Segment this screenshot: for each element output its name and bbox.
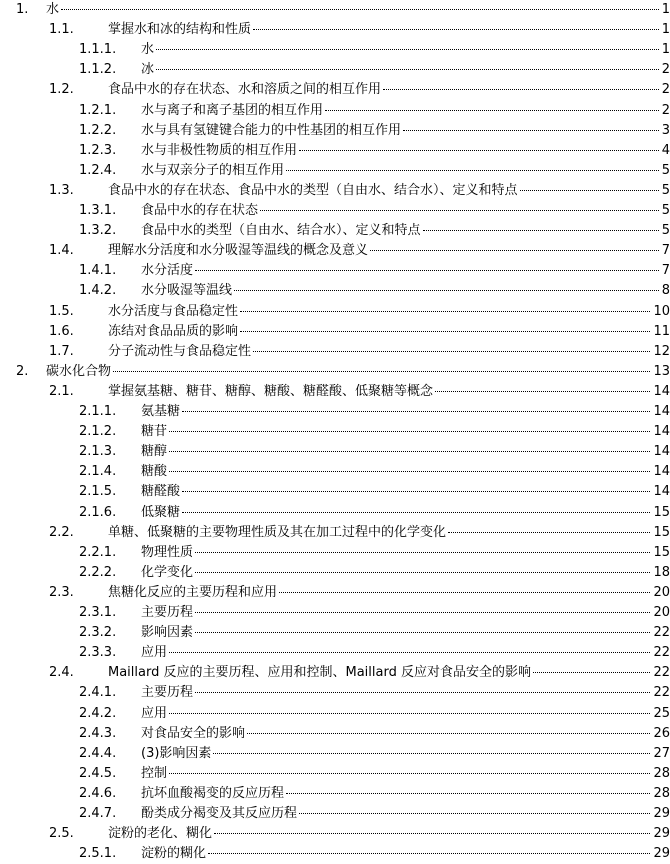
toc-entry[interactable] bbox=[0, 161, 670, 181]
toc-entry-page-number[interactable]: 14 bbox=[653, 484, 670, 500]
toc-entry-title[interactable]: 食品中水的类型（自由水、结合水）、定义和特点 bbox=[141, 223, 421, 239]
toc-entry[interactable] bbox=[0, 121, 670, 141]
toc-entry-page-number[interactable]: 5 bbox=[661, 223, 670, 239]
toc-entry[interactable] bbox=[0, 744, 670, 764]
toc-entry-title[interactable]: 水 bbox=[46, 2, 60, 17]
toc-entry-title[interactable]: 水与非极性物质的相互作用 bbox=[141, 142, 298, 158]
dot-leader bbox=[195, 269, 659, 271]
toc-entry-title-wrap bbox=[141, 141, 670, 161]
toc-entry-title[interactable]: 碳水化合物 bbox=[46, 363, 112, 379]
toc-entry[interactable] bbox=[0, 201, 670, 221]
dot-leader bbox=[403, 129, 659, 131]
toc-entry-page-number[interactable]: 5 bbox=[661, 162, 670, 178]
dot-leader bbox=[279, 591, 650, 593]
toc-entry-title[interactable]: 食品中水的存在状态、水和溶质之间的相互作用 bbox=[108, 82, 382, 98]
toc-entry-number: 2.4.5. bbox=[79, 765, 117, 781]
toc-entry-number: 2.1.5. bbox=[79, 484, 117, 500]
toc-entry-page-number[interactable]: 27 bbox=[653, 745, 670, 761]
toc-entry[interactable] bbox=[0, 764, 670, 784]
toc-entry[interactable] bbox=[0, 342, 670, 362]
toc-entry[interactable] bbox=[0, 462, 670, 482]
toc-entry-number: 1.2.3. bbox=[79, 142, 117, 158]
toc-entry-page-number[interactable]: 3 bbox=[661, 122, 670, 138]
dot-leader bbox=[383, 88, 659, 90]
toc-entry[interactable] bbox=[0, 563, 670, 583]
toc-entry-title[interactable]: 糖酸 bbox=[141, 464, 168, 480]
toc-entry-title[interactable]: 糖醛酸 bbox=[141, 484, 181, 500]
toc-entry-number: 1.3.1. bbox=[79, 203, 117, 218]
toc-entry-title[interactable]: 应用 bbox=[141, 705, 168, 721]
toc-entry-title-wrap bbox=[141, 462, 670, 482]
dot-leader bbox=[61, 8, 659, 10]
toc-entry-title[interactable]: 淀粉的糊化 bbox=[141, 846, 207, 862]
toc-entry-title-wrap bbox=[141, 60, 670, 80]
toc-entry-number: 2.2.2. bbox=[79, 564, 117, 580]
toc-entry[interactable] bbox=[0, 0, 670, 20]
dot-leader bbox=[448, 531, 650, 533]
toc-entry-page-number[interactable]: 22 bbox=[653, 685, 670, 701]
toc-entry-page-number[interactable]: 14 bbox=[653, 464, 670, 480]
toc-entry[interactable] bbox=[0, 643, 670, 663]
toc-entry-page-number[interactable]: 26 bbox=[653, 725, 670, 741]
dot-leader bbox=[286, 792, 650, 794]
toc-entry-title-wrap bbox=[141, 121, 670, 141]
dot-leader bbox=[169, 470, 650, 472]
toc-entry-number: 1.5. bbox=[49, 303, 74, 319]
toc-entry-number: 2.1.2. bbox=[79, 424, 117, 440]
dot-leader bbox=[195, 631, 650, 633]
toc-entry-title[interactable]: 水分活度 bbox=[141, 263, 194, 279]
toc-entry-title-wrap bbox=[46, 362, 670, 382]
toc-entry-number: 1.4.1. bbox=[79, 263, 117, 279]
toc-entry-number: 2.1.3. bbox=[79, 444, 117, 460]
toc-entry-page-number[interactable]: 7 bbox=[661, 263, 670, 279]
toc-entry-number: 1.7. bbox=[49, 343, 74, 359]
toc-entry-page-number[interactable]: 20 bbox=[653, 605, 670, 620]
toc-entry-number: 1.2.2. bbox=[79, 122, 117, 138]
toc-entry[interactable] bbox=[0, 663, 670, 683]
toc-entry[interactable] bbox=[0, 322, 670, 342]
toc-entry-title[interactable]: 低聚糖 bbox=[141, 504, 181, 520]
toc-entry-page-number[interactable]: 25 bbox=[653, 705, 670, 721]
toc-entry-page-number[interactable]: 29 bbox=[653, 826, 670, 842]
toc-entry-number: 2.1.1. bbox=[79, 404, 117, 419]
toc-entry-page-number[interactable]: 22 bbox=[653, 625, 670, 641]
toc-entry-page-number[interactable]: 15 bbox=[653, 504, 670, 520]
toc-entry[interactable] bbox=[0, 422, 670, 442]
toc-entry-title-wrap bbox=[108, 80, 670, 100]
toc-entry[interactable] bbox=[0, 583, 670, 603]
toc-entry[interactable] bbox=[0, 482, 670, 502]
toc-entry[interactable] bbox=[0, 221, 670, 241]
toc-entry-title-wrap bbox=[141, 683, 670, 703]
toc-entry[interactable] bbox=[0, 141, 670, 161]
toc-entry[interactable] bbox=[0, 503, 670, 523]
dot-leader bbox=[533, 671, 650, 673]
dot-leader bbox=[195, 571, 650, 573]
toc-entry-title[interactable]: 理解水分活度和水分吸湿等温线的概念及意义 bbox=[108, 243, 369, 259]
toc-entry-title[interactable]: 水与离子和离子基团的相互作用 bbox=[141, 102, 324, 118]
toc-entry-title-wrap bbox=[141, 804, 670, 824]
toc-entry[interactable] bbox=[0, 20, 670, 40]
toc-entry-page-number[interactable]: 13 bbox=[653, 363, 670, 379]
toc-entry-number: 2.3.2. bbox=[79, 625, 117, 641]
toc-entry-number: 1.2.1. bbox=[79, 102, 117, 118]
toc-entry-title-wrap bbox=[141, 543, 670, 563]
toc-entry-number: 2.4.3. bbox=[79, 725, 117, 741]
toc-entry-title-wrap bbox=[141, 503, 670, 523]
dot-leader bbox=[234, 289, 659, 291]
toc-entry-page-number[interactable]: 5 bbox=[661, 182, 670, 198]
toc-entry-number: 2.2.1. bbox=[79, 544, 117, 560]
dot-leader bbox=[182, 490, 650, 492]
dot-leader bbox=[156, 68, 659, 70]
toc-entry-title[interactable]: 水与具有氢键键合能力的中性基团的相互作用 bbox=[141, 122, 402, 138]
toc-entry-title[interactable]: 焦糖化反应的主要历程和应用 bbox=[108, 584, 278, 600]
toc-entry[interactable] bbox=[0, 362, 670, 382]
toc-entry-title-wrap bbox=[46, 0, 670, 20]
toc-entry-page-number[interactable]: 15 bbox=[653, 544, 670, 560]
dot-leader bbox=[299, 149, 659, 151]
toc-entry-number: 2.2. bbox=[49, 524, 74, 540]
toc-entry-title-wrap bbox=[141, 482, 670, 502]
dot-leader bbox=[195, 551, 650, 553]
dot-leader bbox=[169, 651, 650, 653]
toc-entry-title-wrap bbox=[141, 40, 670, 60]
toc-entry-title[interactable]: 掌握氨基糖、糖苷、糖醇、糖酸、糖醛酸、低聚糖等概念 bbox=[108, 383, 434, 399]
toc-entry-number: 2.5. bbox=[49, 826, 74, 842]
toc-entry[interactable] bbox=[0, 261, 670, 281]
toc-entry-number: 1.6. bbox=[49, 323, 74, 339]
toc-entry-title-wrap bbox=[108, 302, 670, 322]
toc-entry-title-wrap bbox=[108, 20, 670, 40]
dot-leader bbox=[156, 48, 659, 50]
dot-leader bbox=[253, 350, 650, 352]
toc-entry-title-wrap bbox=[141, 724, 670, 744]
toc-entry-page-number[interactable]: 12 bbox=[653, 343, 670, 359]
dot-leader bbox=[520, 189, 659, 191]
toc-entry[interactable] bbox=[0, 844, 670, 864]
toc-entry[interactable] bbox=[0, 603, 670, 623]
toc-entry-title-wrap bbox=[141, 221, 670, 241]
toc-entry-page-number[interactable]: 28 bbox=[653, 765, 670, 781]
toc-entry-title[interactable]: 分子流动性与食品稳定性 bbox=[108, 343, 252, 359]
dot-leader bbox=[182, 410, 650, 412]
toc-entry[interactable] bbox=[0, 241, 670, 261]
toc-entry-title[interactable]: 水 bbox=[141, 42, 155, 58]
dot-leader bbox=[169, 772, 650, 774]
toc-entry-title[interactable]: 化学变化 bbox=[141, 564, 194, 580]
toc-entry-title-wrap bbox=[108, 663, 670, 683]
toc-entry-title-wrap bbox=[141, 563, 670, 583]
dot-leader bbox=[182, 511, 650, 513]
toc-entry-page-number[interactable]: 2 bbox=[661, 82, 670, 98]
toc-entry[interactable] bbox=[0, 442, 670, 462]
toc-entry-title-wrap bbox=[141, 281, 670, 301]
toc-entry[interactable] bbox=[0, 101, 670, 121]
toc-entry-title[interactable]: 控制 bbox=[141, 765, 168, 781]
toc-entry-title[interactable]: 影响因素 bbox=[141, 625, 194, 641]
toc-entry-number: 2.4.2. bbox=[79, 705, 117, 721]
toc-entry-page-number[interactable]: 29 bbox=[653, 846, 670, 862]
toc-entry-title[interactable]: 物理性质 bbox=[141, 544, 194, 560]
toc-entry-number: 1.2. bbox=[49, 82, 74, 98]
toc-entry-number: 2.4.4. bbox=[79, 745, 117, 761]
toc-entry-page-number[interactable]: 1 bbox=[661, 22, 670, 38]
dot-leader bbox=[253, 28, 659, 30]
dot-leader bbox=[260, 209, 659, 211]
toc-entry-page-number[interactable]: 22 bbox=[653, 645, 670, 661]
dot-leader bbox=[240, 310, 650, 312]
toc-entry-title-wrap bbox=[108, 241, 670, 261]
toc-entry-number: 1.1.1. bbox=[79, 42, 117, 58]
toc-entry[interactable] bbox=[0, 40, 670, 60]
toc-entry-page-number[interactable]: 8 bbox=[661, 283, 670, 299]
toc-entry[interactable] bbox=[0, 543, 670, 563]
toc-entry[interactable] bbox=[0, 382, 670, 402]
toc-entry-page-number[interactable]: 10 bbox=[653, 303, 670, 319]
toc-entry-page-number[interactable]: 11 bbox=[653, 323, 670, 339]
toc-entry-page-number[interactable]: 14 bbox=[653, 404, 670, 419]
toc-entry-page-number[interactable]: 14 bbox=[653, 444, 670, 460]
toc-entry[interactable] bbox=[0, 302, 670, 322]
toc-entry-title[interactable]: Maillard 反应的主要历程、应用和控制、Maillard 反应对食品安全的影响 bbox=[108, 665, 531, 681]
dot-leader bbox=[423, 229, 659, 231]
toc-entry-title-wrap bbox=[141, 844, 670, 864]
toc-entry-title-wrap bbox=[108, 382, 670, 402]
toc-entry-number: 1.4. bbox=[49, 243, 74, 259]
toc-entry-number: 2.3.3. bbox=[79, 645, 117, 661]
toc-entry-title-wrap bbox=[141, 101, 670, 121]
toc-entry-number: 2.1. bbox=[49, 383, 74, 399]
toc-entry-page-number[interactable]: 2 bbox=[661, 102, 670, 118]
dot-leader bbox=[169, 430, 650, 432]
toc-entry-title-wrap bbox=[141, 764, 670, 784]
dot-leader bbox=[286, 169, 659, 171]
toc-entry-title-wrap bbox=[108, 181, 670, 201]
toc-entry-title[interactable]: 单糖、低聚糖的主要物理性质及其在加工过程中的化学变化 bbox=[108, 524, 447, 540]
toc-entry-page-number[interactable]: 2 bbox=[661, 62, 670, 78]
toc-entry-title-wrap bbox=[141, 442, 670, 462]
toc-entry-page-number[interactable]: 28 bbox=[653, 785, 670, 801]
toc-entry-title[interactable]: 酚类成分褐变及其反应历程 bbox=[141, 806, 298, 821]
toc-entry-number: 1.1. bbox=[49, 22, 74, 38]
toc-entry[interactable] bbox=[0, 60, 670, 80]
toc-entry-title[interactable]: 水分吸湿等温线 bbox=[141, 283, 233, 299]
dot-leader bbox=[113, 370, 650, 372]
toc-entry-number: 1.1.2. bbox=[79, 62, 117, 78]
toc-entry-title-wrap bbox=[141, 784, 670, 804]
dot-leader bbox=[435, 390, 650, 392]
toc-entry[interactable] bbox=[0, 724, 670, 744]
toc-entry-title-wrap bbox=[141, 603, 670, 623]
toc-entry-title[interactable]: 食品中水的存在状态 bbox=[141, 203, 259, 218]
toc-entry[interactable] bbox=[0, 623, 670, 643]
toc-entry-page-number[interactable]: 14 bbox=[653, 383, 670, 399]
toc-entry-page-number[interactable]: 18 bbox=[653, 564, 670, 580]
toc-entry-title-wrap bbox=[108, 583, 670, 603]
toc-entry[interactable] bbox=[0, 804, 670, 824]
toc-entry-number: 2.5.1. bbox=[79, 846, 117, 862]
toc-entry-title[interactable]: 主要历程 bbox=[141, 605, 194, 620]
toc-entry[interactable] bbox=[0, 523, 670, 543]
dot-leader bbox=[247, 732, 650, 734]
toc-entry-title-wrap bbox=[141, 744, 670, 764]
toc-entry-number: 2.4.1. bbox=[79, 685, 117, 701]
toc-entry-title-wrap bbox=[141, 161, 670, 181]
toc-entry-number: 1. bbox=[16, 2, 29, 17]
toc-entry-page-number[interactable]: 15 bbox=[653, 524, 670, 540]
toc-entry-number: 2.1.6. bbox=[79, 504, 117, 520]
toc-entry-page-number[interactable]: 22 bbox=[653, 665, 670, 681]
toc-entry-title[interactable]: 氨基糖 bbox=[141, 404, 181, 419]
toc-entry-number: 1.4.2. bbox=[79, 283, 117, 299]
toc-entry[interactable] bbox=[0, 704, 670, 724]
toc-entry-title-wrap bbox=[141, 643, 670, 663]
toc-entry-number: 1.3. bbox=[49, 182, 74, 198]
toc-entry-page-number[interactable]: 14 bbox=[653, 424, 670, 440]
toc-entry-page-number[interactable]: 4 bbox=[661, 142, 670, 158]
toc-entry-title[interactable]: 糖醇 bbox=[141, 444, 168, 460]
toc-entry-title[interactable]: 淀粉的老化、糊化 bbox=[108, 826, 213, 842]
toc-entry-title-wrap bbox=[141, 704, 670, 724]
toc-entry-number: 2. bbox=[16, 363, 29, 379]
toc-entry-title[interactable]: 水与双亲分子的相互作用 bbox=[141, 162, 285, 178]
toc-entry[interactable] bbox=[0, 402, 670, 422]
toc-entry-number: 2.3.1. bbox=[79, 605, 117, 620]
toc-entry[interactable] bbox=[0, 683, 670, 703]
dot-leader bbox=[370, 249, 659, 251]
dot-leader bbox=[208, 852, 650, 854]
toc-entry[interactable] bbox=[0, 281, 670, 301]
dot-leader bbox=[214, 832, 650, 834]
toc-entry[interactable] bbox=[0, 784, 670, 804]
toc-entry-title-wrap bbox=[108, 322, 670, 342]
toc-entry-page-number[interactable]: 7 bbox=[661, 243, 670, 259]
toc-entry-number: 2.4. bbox=[49, 665, 74, 681]
toc-entry-title[interactable]: 应用 bbox=[141, 645, 168, 661]
toc-entry-title-wrap bbox=[108, 824, 670, 844]
dot-leader bbox=[195, 691, 650, 693]
toc-entry-page-number[interactable]: 1 bbox=[661, 42, 670, 58]
dot-leader bbox=[240, 330, 650, 332]
toc-entry-title[interactable]: 主要历程 bbox=[141, 685, 194, 701]
toc-entry-number: 2.4.6. bbox=[79, 785, 117, 801]
toc-entry-number: 2.1.4. bbox=[79, 464, 117, 480]
dot-leader bbox=[169, 712, 650, 714]
toc-entry-title[interactable]: 糖苷 bbox=[141, 424, 168, 440]
dot-leader bbox=[299, 812, 650, 814]
toc-entry-number: 2.4.7. bbox=[79, 806, 117, 821]
toc-entry[interactable] bbox=[0, 824, 670, 844]
toc-entry-title-wrap bbox=[108, 342, 670, 362]
toc-entry-title[interactable]: 食品中水的存在状态、食品中水的类型（自由水、结合水）、定义和特点 bbox=[108, 182, 518, 198]
dot-leader bbox=[213, 752, 650, 754]
toc-entry[interactable] bbox=[0, 80, 670, 100]
toc-entry-title[interactable]: 抗坏血酸褐变的反应历程 bbox=[141, 785, 285, 801]
toc-entry-title-wrap bbox=[108, 523, 670, 543]
toc-entry-title[interactable]: 水分活度与食品稳定性 bbox=[108, 303, 239, 319]
toc-entry-title-wrap bbox=[141, 261, 670, 281]
toc-entry-title-wrap bbox=[141, 623, 670, 643]
dot-leader bbox=[195, 611, 650, 613]
toc-entry-title-wrap bbox=[141, 201, 670, 221]
toc-entry-number: 2.3. bbox=[49, 584, 74, 600]
dot-leader bbox=[325, 109, 659, 111]
toc-entry[interactable] bbox=[0, 181, 670, 201]
toc-entry-page-number[interactable]: 29 bbox=[653, 806, 670, 821]
toc-entry-title[interactable]: 对食品安全的影响 bbox=[141, 725, 246, 741]
toc-entry-number: 1.2.4. bbox=[79, 162, 117, 178]
toc-entry-title[interactable]: 掌握水和冰的结构和性质 bbox=[108, 22, 252, 38]
toc-entry-title[interactable]: 冻结对食品品质的影响 bbox=[108, 323, 239, 339]
toc-entry-number: 1.3.2. bbox=[79, 223, 117, 239]
toc-entry-title-wrap bbox=[141, 402, 670, 422]
toc-entry-page-number[interactable]: 1 bbox=[661, 2, 670, 17]
dot-leader bbox=[169, 450, 650, 452]
toc-entry-page-number[interactable]: 20 bbox=[653, 584, 670, 600]
toc-entry-title[interactable]: (3)影响因素 bbox=[141, 745, 212, 761]
toc-entry-title[interactable]: 冰 bbox=[141, 62, 155, 78]
toc-entry-title-wrap bbox=[141, 422, 670, 442]
toc-entry-page-number[interactable]: 5 bbox=[661, 203, 670, 218]
